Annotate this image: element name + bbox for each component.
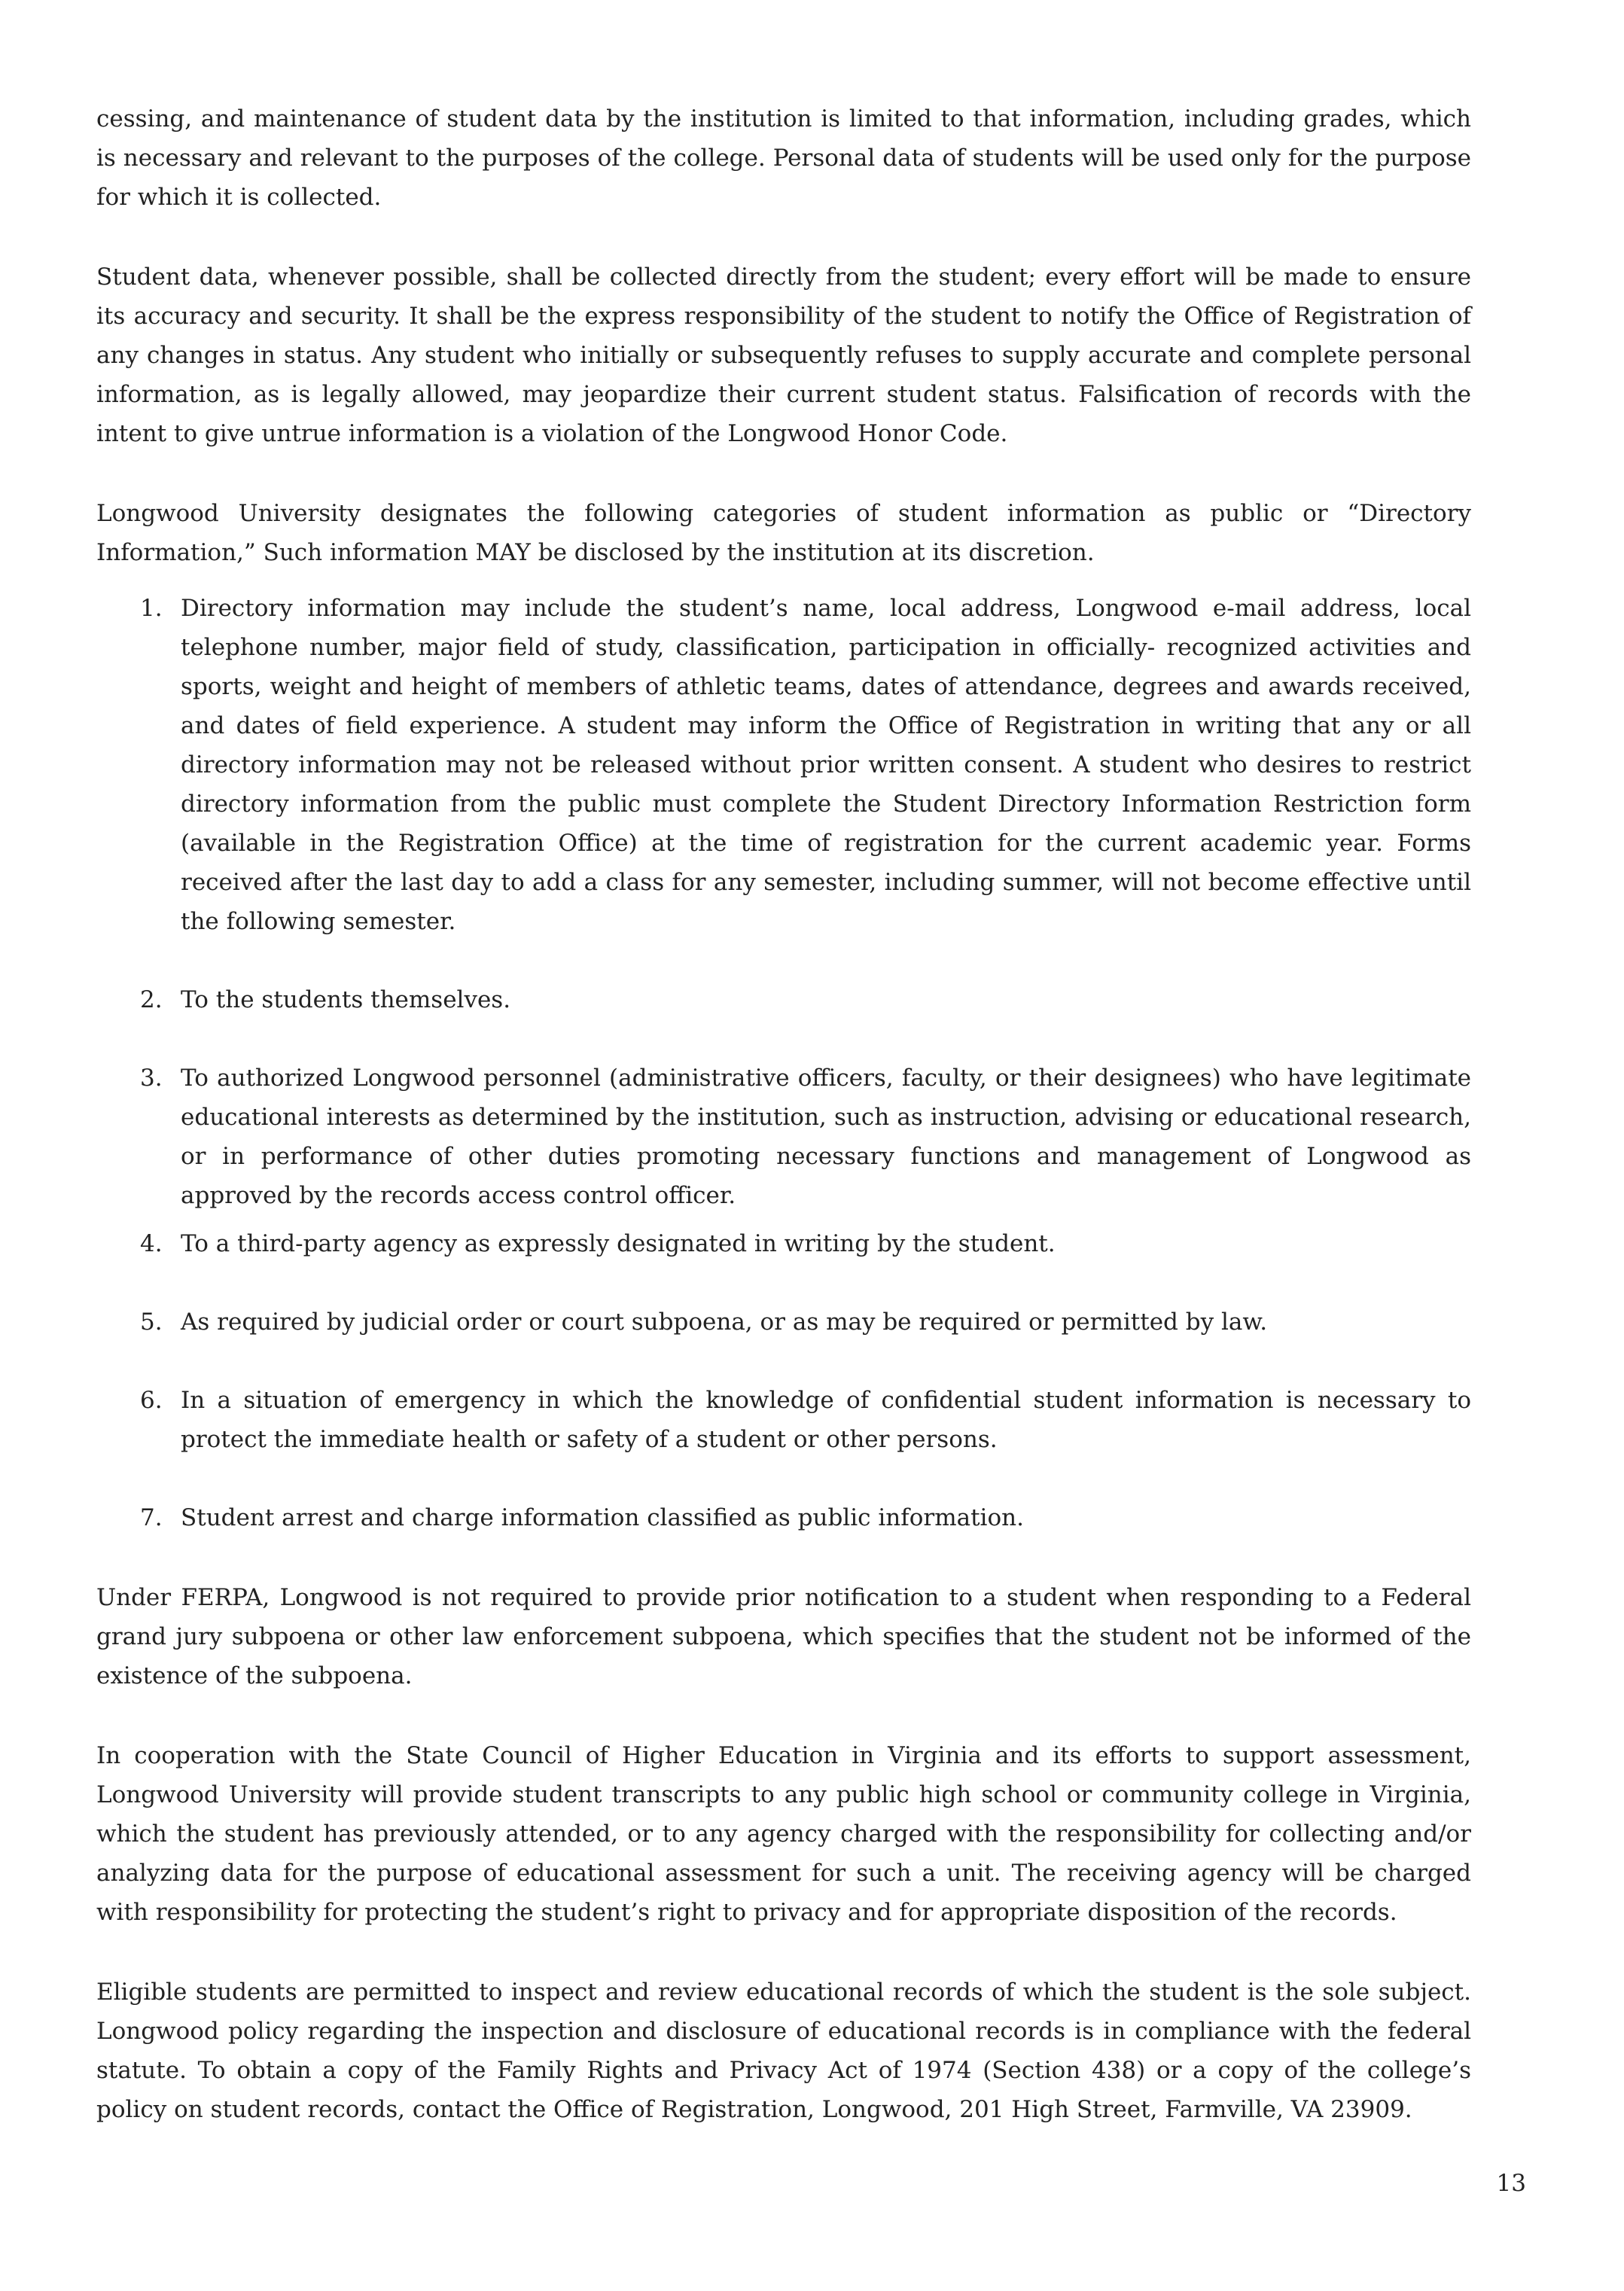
paragraph-ferpa-subpoena: Under FERPA, Longwood is not required to provide prior notification to a student when responding to a Federal grand jury subpoena or other law enforcement subpoena, which specifies that the student not be informed of the existence of the subpoena.: [96, 1584, 1471, 1689]
list-item-text: To authorized Longwood personnel (administrative officers, faculty, or their designees) who have legitimate educational interests as determined by the institution, such as instruction, advising or educational research, or in performance of other duties promoting necessary functions and management of Longwood as approved by the records access control officer.: [181, 1065, 1471, 1209]
list-item: [96, 589, 1471, 941]
list-item: [96, 1059, 1471, 1215]
list-item-number: 4.: [140, 1230, 163, 1257]
list-item: [96, 980, 1471, 1019]
list-item-text: Directory information may include the student’s name, local address, Longwood e-mail address, local telephone number, major field of study, classification, participation in officially- recognized activities and sports, weight and height of members of athletic teams, dates of attendance, degrees and awards received, and dates of field experience. A student may inform the Office of Registration in writing that any or all directory information may not be released without prior written consent. A student who desires to restrict directory information from the public must complete the Student Directory Information Restriction form (available in the Registration Office) at the time of registration for the current academic year. Forms received after the last day to add a class for any semester, including summer, will not become effective until the following semester.: [181, 595, 1471, 935]
list-item: [96, 1224, 1471, 1263]
list-item: [96, 1302, 1471, 1342]
list-item-number: 5.: [140, 1308, 163, 1336]
list-item: [96, 1381, 1471, 1459]
list-item-number: 1.: [140, 595, 163, 622]
paragraph-directory-information: Longwood University designates the following categories of student information as public or “Directory Information,” Such information MAY be disclosed by the institution at its discretion.: [96, 500, 1471, 566]
document-page: [96, 99, 1471, 2170]
list-item-number: 3.: [140, 1065, 163, 1092]
list-item-text: To the students themselves.: [181, 986, 511, 1013]
list-item-text: Student arrest and charge information classified as public information.: [181, 1504, 1024, 1531]
paragraph-inspection-rights: Eligible students are permitted to inspect and review educational records of which the student is the sole subject. Longwood policy regarding the inspection and disclosure of educational records is in compliance with the federal statute. To obtain a copy of the Family Rights and Privacy Act of 1974 (Section 438) or a copy of the college’s policy on student records, contact the Office of Registration, Longwood, 201 High Street, Farmville, VA 23909.: [96, 1979, 1471, 2123]
disclosure-list: [96, 589, 1471, 1537]
list-item-text: As required by judicial order or court subpoena, or as may be required or permitted by law.: [181, 1308, 1268, 1336]
list-item-text: In a situation of emergency in which the knowledge of confidential student information is necessary to protect the immediate health or safety of a student or other persons.: [181, 1387, 1471, 1453]
list-item: [96, 1498, 1471, 1537]
list-item-number: 6.: [140, 1387, 163, 1414]
paragraph-data-processing: cessing, and maintenance of student data by the institution is limited to that information, including grades, which is necessary and relevant to the purposes of the college. Personal data of students will be used only for the purpose for which it is collected.: [96, 105, 1471, 211]
list-item-number: 7.: [140, 1504, 163, 1531]
list-item-text: To a third-party agency as expressly designated in writing by the student.: [181, 1230, 1056, 1257]
list-item-number: 2.: [140, 986, 163, 1013]
paragraph-state-council: In cooperation with the State Council of Higher Education in Virginia and its efforts to support assessment, Longwood University will provide student transcripts to any public high school or community college in Virginia, which the student has previously attended, or to any agency charged with the responsibility for collecting and/or analyzing data for the purpose of educational assessment for such a unit. The receiving agency will be charged with responsibility for protecting the student’s right to privacy and for appropriate disposition of the records.: [96, 1742, 1471, 1926]
paragraph-data-collection: Student data, whenever possible, shall be collected directly from the student; every effort will be made to ensure its accuracy and security. It shall be the express responsibility of the student to notify the Office of Registration of any changes in status. Any student who initially or subsequently refuses to supply accurate and complete personal information, as is legally allowed, may jeopardize their current student status. Falsification of records with the intent to give untrue information is a violation of the Longwood Honor Code.: [96, 264, 1471, 447]
page-number: 13: [1496, 2170, 1526, 2197]
